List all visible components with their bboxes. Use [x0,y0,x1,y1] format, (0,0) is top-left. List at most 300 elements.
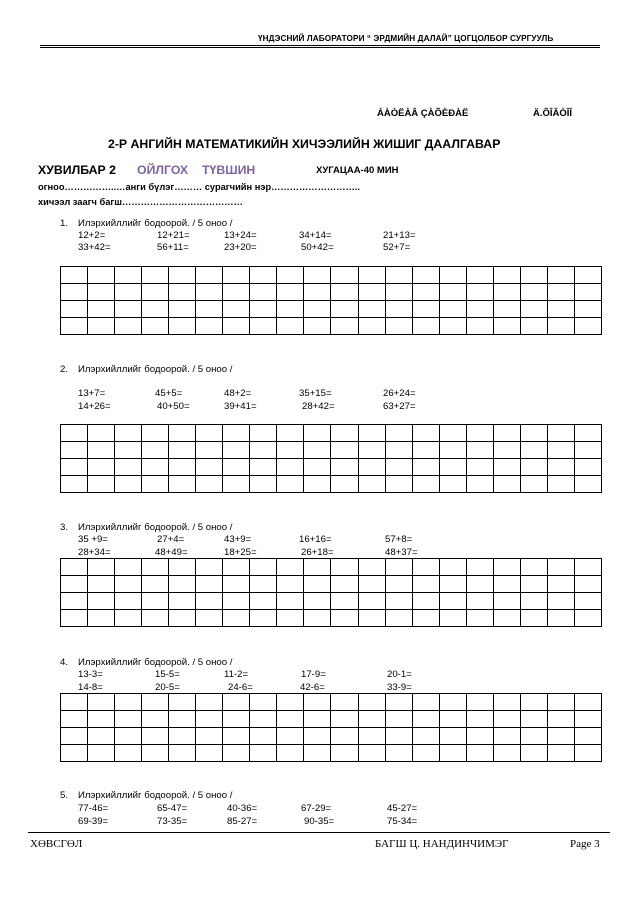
grid-cell[interactable] [439,745,466,762]
grid-cell[interactable] [493,593,520,610]
grid-cell[interactable] [142,576,169,593]
grid-cell[interactable] [277,610,304,627]
grid-cell[interactable] [520,284,547,301]
grid-cell[interactable] [520,694,547,711]
grid-cell[interactable] [331,476,358,493]
grid-cell[interactable] [439,711,466,728]
grid-cell[interactable] [196,284,223,301]
grid-cell[interactable] [223,593,250,610]
grid-cell[interactable] [88,559,115,576]
grid-cell[interactable] [196,301,223,318]
grid-cell[interactable] [304,728,331,745]
grid-cell[interactable] [385,711,412,728]
grid-cell[interactable] [115,576,142,593]
grid-cell[interactable] [250,284,277,301]
grid-cell[interactable] [250,442,277,459]
grid-cell[interactable] [331,459,358,476]
grid-cell[interactable] [169,425,196,442]
grid-cell[interactable] [61,728,88,745]
grid-cell[interactable] [385,425,412,442]
grid-cell[interactable] [439,593,466,610]
grid-cell[interactable] [304,711,331,728]
task-2-answer-grid[interactable] [60,424,602,493]
grid-cell[interactable] [412,459,439,476]
grid-cell[interactable] [196,576,223,593]
grid-cell[interactable] [250,559,277,576]
grid-cell[interactable] [223,745,250,762]
grid-cell[interactable] [304,559,331,576]
grid-cell[interactable] [88,425,115,442]
grid-cell[interactable] [250,593,277,610]
grid-cell[interactable] [358,442,385,459]
grid-cell[interactable] [412,267,439,284]
task-3-answer-grid[interactable] [60,558,602,627]
grid-cell[interactable] [358,284,385,301]
grid-cell[interactable] [466,593,493,610]
grid-cell[interactable] [142,267,169,284]
grid-cell[interactable] [61,284,88,301]
grid-cell[interactable] [547,425,574,442]
grid-cell[interactable] [115,267,142,284]
grid-cell[interactable] [466,745,493,762]
grid-cell[interactable] [142,694,169,711]
grid-cell[interactable] [574,284,601,301]
grid-cell[interactable] [115,593,142,610]
grid-cell[interactable] [88,593,115,610]
grid-cell[interactable] [466,459,493,476]
grid-cell[interactable] [331,745,358,762]
grid-cell[interactable] [250,694,277,711]
grid-cell[interactable] [493,267,520,284]
grid-cell[interactable] [61,267,88,284]
grid-cell[interactable] [88,318,115,335]
grid-cell[interactable] [61,318,88,335]
grid-cell[interactable] [223,610,250,627]
grid-cell[interactable] [142,728,169,745]
grid-cell[interactable] [385,593,412,610]
grid-cell[interactable] [196,593,223,610]
grid-cell[interactable] [304,425,331,442]
grid-cell[interactable] [547,593,574,610]
grid-cell[interactable] [61,425,88,442]
grid-cell[interactable] [88,476,115,493]
grid-cell[interactable] [520,559,547,576]
grid-cell[interactable] [61,694,88,711]
task-1-answer-grid[interactable] [60,266,602,335]
grid-cell[interactable] [115,610,142,627]
grid-cell[interactable] [385,576,412,593]
grid-cell[interactable] [358,267,385,284]
grid-cell[interactable] [142,425,169,442]
grid-cell[interactable] [547,442,574,459]
grid-cell[interactable] [466,610,493,627]
grid-cell[interactable] [574,728,601,745]
grid-cell[interactable] [277,559,304,576]
grid-cell[interactable] [223,711,250,728]
grid-cell[interactable] [412,694,439,711]
grid-cell[interactable] [547,694,574,711]
grid-cell[interactable] [142,284,169,301]
grid-cell[interactable] [574,711,601,728]
grid-cell[interactable] [493,559,520,576]
grid-cell[interactable] [115,476,142,493]
grid-cell[interactable] [331,610,358,627]
grid-cell[interactable] [412,425,439,442]
grid-cell[interactable] [358,745,385,762]
grid-cell[interactable] [169,301,196,318]
grid-cell[interactable] [169,610,196,627]
grid-cell[interactable] [493,576,520,593]
grid-cell[interactable] [169,476,196,493]
grid-cell[interactable] [412,610,439,627]
grid-cell[interactable] [250,301,277,318]
grid-cell[interactable] [169,711,196,728]
grid-cell[interactable] [493,711,520,728]
grid-cell[interactable] [547,610,574,627]
grid-cell[interactable] [385,745,412,762]
grid-cell[interactable] [385,284,412,301]
grid-cell[interactable] [439,459,466,476]
grid-cell[interactable] [169,745,196,762]
grid-cell[interactable] [493,442,520,459]
grid-cell[interactable] [115,694,142,711]
grid-cell[interactable] [196,442,223,459]
grid-cell[interactable] [115,559,142,576]
grid-cell[interactable] [331,593,358,610]
grid-cell[interactable] [547,318,574,335]
grid-cell[interactable] [196,459,223,476]
grid-cell[interactable] [439,318,466,335]
grid-cell[interactable] [466,694,493,711]
grid-cell[interactable] [439,425,466,442]
grid-cell[interactable] [358,459,385,476]
grid-cell[interactable] [115,745,142,762]
grid-cell[interactable] [277,745,304,762]
grid-cell[interactable] [493,459,520,476]
grid-cell[interactable] [250,610,277,627]
grid-cell[interactable] [88,301,115,318]
grid-cell[interactable] [304,593,331,610]
grid-cell[interactable] [574,559,601,576]
grid-cell[interactable] [88,711,115,728]
grid-cell[interactable] [250,476,277,493]
grid-cell[interactable] [385,694,412,711]
grid-cell[interactable] [574,745,601,762]
grid-cell[interactable] [223,301,250,318]
grid-cell[interactable] [331,728,358,745]
grid-cell[interactable] [574,476,601,493]
grid-cell[interactable] [196,610,223,627]
grid-cell[interactable] [493,284,520,301]
grid-cell[interactable] [439,442,466,459]
grid-cell[interactable] [466,476,493,493]
grid-cell[interactable] [385,442,412,459]
grid-cell[interactable] [277,301,304,318]
grid-cell[interactable] [466,318,493,335]
grid-cell[interactable] [61,459,88,476]
grid-cell[interactable] [574,694,601,711]
grid-cell[interactable] [412,284,439,301]
grid-cell[interactable] [493,425,520,442]
grid-cell[interactable] [88,745,115,762]
grid-cell[interactable] [493,610,520,627]
grid-cell[interactable] [304,267,331,284]
grid-cell[interactable] [520,593,547,610]
grid-cell[interactable] [574,610,601,627]
grid-cell[interactable] [277,459,304,476]
grid-cell[interactable] [439,284,466,301]
grid-cell[interactable] [115,284,142,301]
grid-cell[interactable] [115,459,142,476]
grid-cell[interactable] [520,476,547,493]
grid-cell[interactable] [520,728,547,745]
grid-cell[interactable] [61,745,88,762]
grid-cell[interactable] [466,301,493,318]
grid-cell[interactable] [169,593,196,610]
grid-cell[interactable] [304,318,331,335]
grid-cell[interactable] [466,284,493,301]
grid-cell[interactable] [223,318,250,335]
grid-cell[interactable] [574,267,601,284]
grid-cell[interactable] [520,745,547,762]
grid-cell[interactable] [439,576,466,593]
grid-cell[interactable] [169,442,196,459]
grid-cell[interactable] [412,318,439,335]
grid-cell[interactable] [412,711,439,728]
grid-cell[interactable] [493,745,520,762]
grid-cell[interactable] [88,610,115,627]
grid-cell[interactable] [142,459,169,476]
grid-cell[interactable] [385,559,412,576]
grid-cell[interactable] [277,267,304,284]
grid-cell[interactable] [88,694,115,711]
grid-cell[interactable] [331,442,358,459]
grid-cell[interactable] [223,476,250,493]
grid-cell[interactable] [574,301,601,318]
grid-cell[interactable] [304,301,331,318]
grid-cell[interactable] [142,442,169,459]
grid-cell[interactable] [331,694,358,711]
grid-cell[interactable] [331,318,358,335]
grid-cell[interactable] [142,593,169,610]
grid-cell[interactable] [547,459,574,476]
grid-cell[interactable] [115,301,142,318]
grid-cell[interactable] [115,425,142,442]
grid-cell[interactable] [115,728,142,745]
grid-cell[interactable] [574,318,601,335]
grid-cell[interactable] [547,267,574,284]
grid-cell[interactable] [223,442,250,459]
grid-cell[interactable] [520,301,547,318]
grid-cell[interactable] [142,711,169,728]
grid-cell[interactable] [277,711,304,728]
grid-cell[interactable] [520,459,547,476]
grid-cell[interactable] [358,728,385,745]
grid-cell[interactable] [169,318,196,335]
grid-cell[interactable] [412,576,439,593]
grid-cell[interactable] [196,728,223,745]
grid-cell[interactable] [331,284,358,301]
grid-cell[interactable] [466,442,493,459]
grid-cell[interactable] [520,610,547,627]
grid-cell[interactable] [385,318,412,335]
grid-cell[interactable] [142,559,169,576]
grid-cell[interactable] [277,576,304,593]
grid-cell[interactable] [547,745,574,762]
grid-cell[interactable] [385,301,412,318]
grid-cell[interactable] [412,476,439,493]
grid-cell[interactable] [439,559,466,576]
grid-cell[interactable] [88,284,115,301]
grid-cell[interactable] [466,728,493,745]
grid-cell[interactable] [169,559,196,576]
grid-cell[interactable] [331,425,358,442]
grid-cell[interactable] [358,301,385,318]
grid-cell[interactable] [304,459,331,476]
grid-cell[interactable] [520,711,547,728]
grid-cell[interactable] [412,442,439,459]
grid-cell[interactable] [142,476,169,493]
grid-cell[interactable] [304,442,331,459]
grid-cell[interactable] [574,459,601,476]
grid-cell[interactable] [547,576,574,593]
grid-cell[interactable] [250,459,277,476]
grid-cell[interactable] [466,267,493,284]
grid-cell[interactable] [250,425,277,442]
grid-cell[interactable] [277,728,304,745]
grid-cell[interactable] [196,267,223,284]
grid-cell[interactable] [142,745,169,762]
grid-cell[interactable] [520,576,547,593]
grid-cell[interactable] [385,610,412,627]
grid-cell[interactable] [223,267,250,284]
grid-cell[interactable] [493,476,520,493]
grid-cell[interactable] [142,610,169,627]
grid-cell[interactable] [331,301,358,318]
grid-cell[interactable] [196,711,223,728]
grid-cell[interactable] [223,459,250,476]
grid-cell[interactable] [574,576,601,593]
grid-cell[interactable] [304,476,331,493]
grid-cell[interactable] [493,301,520,318]
grid-cell[interactable] [115,442,142,459]
grid-cell[interactable] [277,476,304,493]
grid-cell[interactable] [223,559,250,576]
grid-cell[interactable] [493,694,520,711]
grid-cell[interactable] [223,425,250,442]
grid-cell[interactable] [304,576,331,593]
grid-cell[interactable] [358,694,385,711]
grid-cell[interactable] [547,284,574,301]
grid-cell[interactable] [61,442,88,459]
grid-cell[interactable] [547,301,574,318]
grid-cell[interactable] [385,728,412,745]
grid-cell[interactable] [115,711,142,728]
grid-cell[interactable] [493,728,520,745]
grid-cell[interactable] [277,318,304,335]
grid-cell[interactable] [520,442,547,459]
grid-cell[interactable] [547,559,574,576]
grid-cell[interactable] [358,425,385,442]
grid-cell[interactable] [196,745,223,762]
grid-cell[interactable] [277,442,304,459]
grid-cell[interactable] [412,728,439,745]
grid-cell[interactable] [196,318,223,335]
grid-cell[interactable] [88,267,115,284]
grid-cell[interactable] [61,711,88,728]
grid-cell[interactable] [61,476,88,493]
grid-cell[interactable] [169,694,196,711]
grid-cell[interactable] [223,284,250,301]
grid-cell[interactable] [142,318,169,335]
grid-cell[interactable] [250,267,277,284]
grid-cell[interactable] [358,559,385,576]
grid-cell[interactable] [547,476,574,493]
grid-cell[interactable] [358,476,385,493]
grid-cell[interactable] [466,425,493,442]
grid-cell[interactable] [466,711,493,728]
grid-cell[interactable] [115,318,142,335]
grid-cell[interactable] [412,559,439,576]
grid-cell[interactable] [169,284,196,301]
grid-cell[interactable] [412,593,439,610]
grid-cell[interactable] [439,476,466,493]
grid-cell[interactable] [520,318,547,335]
grid-cell[interactable] [61,301,88,318]
grid-cell[interactable] [196,559,223,576]
grid-cell[interactable] [250,728,277,745]
grid-cell[interactable] [331,267,358,284]
grid-cell[interactable] [250,318,277,335]
grid-cell[interactable] [88,442,115,459]
grid-cell[interactable] [358,711,385,728]
grid-cell[interactable] [88,576,115,593]
grid-cell[interactable] [574,593,601,610]
grid-cell[interactable] [169,267,196,284]
grid-cell[interactable] [574,425,601,442]
grid-cell[interactable] [250,745,277,762]
grid-cell[interactable] [331,576,358,593]
grid-cell[interactable] [466,576,493,593]
grid-cell[interactable] [358,593,385,610]
grid-cell[interactable] [304,745,331,762]
grid-cell[interactable] [61,576,88,593]
grid-cell[interactable] [439,610,466,627]
grid-cell[interactable] [439,728,466,745]
grid-cell[interactable] [466,559,493,576]
grid-cell[interactable] [358,318,385,335]
grid-cell[interactable] [574,442,601,459]
grid-cell[interactable] [439,267,466,284]
grid-cell[interactable] [493,318,520,335]
grid-cell[interactable] [412,301,439,318]
grid-cell[interactable] [61,593,88,610]
grid-cell[interactable] [61,610,88,627]
grid-cell[interactable] [412,745,439,762]
grid-cell[interactable] [223,728,250,745]
grid-cell[interactable] [547,728,574,745]
grid-cell[interactable] [169,728,196,745]
grid-cell[interactable] [331,559,358,576]
grid-cell[interactable] [88,728,115,745]
grid-cell[interactable] [277,284,304,301]
grid-cell[interactable] [88,459,115,476]
grid-cell[interactable] [304,284,331,301]
grid-cell[interactable] [439,301,466,318]
grid-cell[interactable] [196,476,223,493]
grid-cell[interactable] [277,425,304,442]
grid-cell[interactable] [250,711,277,728]
